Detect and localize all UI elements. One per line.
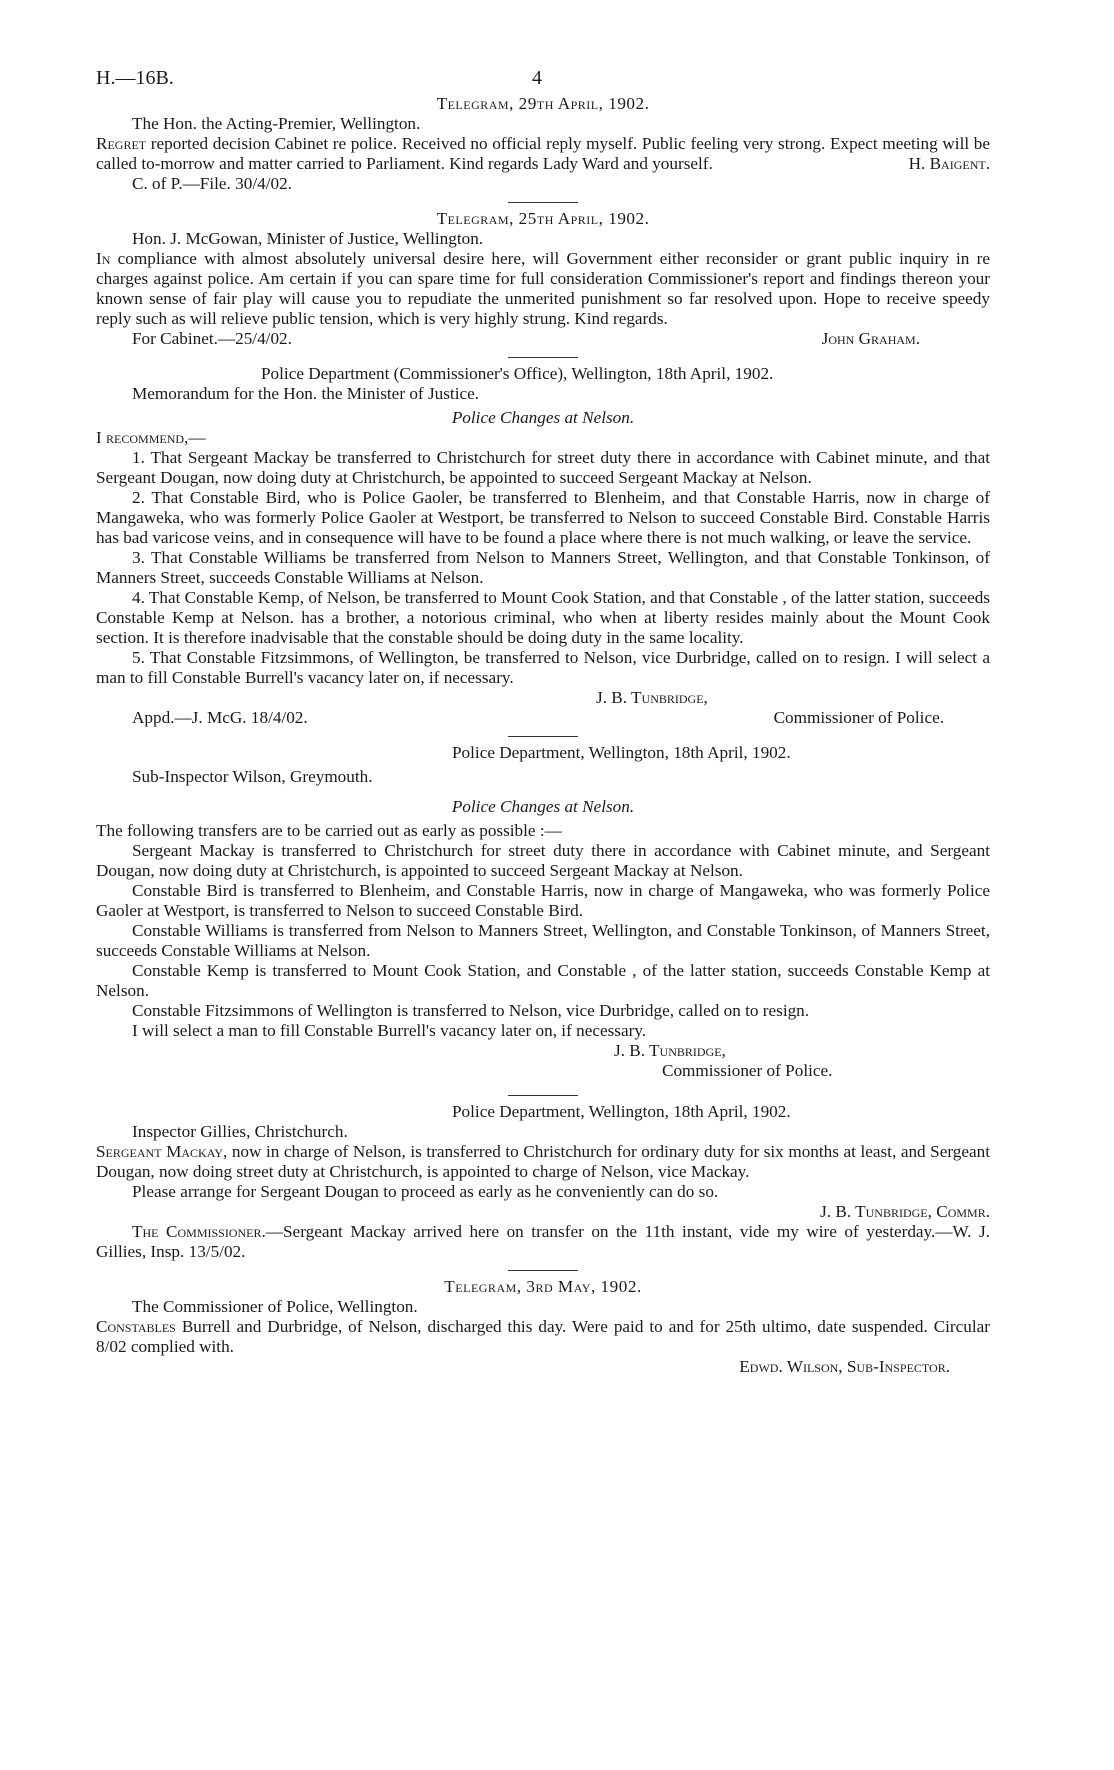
- addressee: The Commissioner of Police, Wellington.: [132, 1297, 418, 1316]
- memo-paragraph: Please arrange for Sergeant Dougan to proceed as early as he conveniently can do so.: [132, 1182, 719, 1201]
- memo-paragraph: Constable Kemp is transferred to Mount Cook Station, and Constable , of the latter station, succeeds Constable Kemp at Nelson.: [96, 961, 990, 1000]
- memo-paragraph: Constable Bird is transferred to Blenheim, and Constable Harris, now in charge of Mangaweka, who was formerly Police Gaoler at Westport, is transferred to Nelson to succeed Constable Bird.: [96, 881, 990, 920]
- memo-paragraph: Constable Williams is transferred from Nelson to Manners Street, Wellington, and Constable Tonkinson, of Manners Street, succeeds Constable Williams at Nelson.: [96, 921, 990, 960]
- signature: H. Baigent.: [908, 154, 990, 173]
- body-text: reported decision Cabinet re police. Received no official reply myself. Public feeling very strong. Expect meeting will be called to-morrow and matter carried to Parliament. Kind regards Lady Ward and yourself.: [96, 134, 991, 173]
- memorandum-2: [96, 743, 990, 1081]
- cabinet-note: For Cabinet.—25/4/02.: [132, 329, 292, 348]
- memo-item-3: 3. That Constable Williams be transferred from Nelson to Manners Street, Wellington, and that Constable Tonkinson, of Manners Street, succeeds Constable Williams at Nelson.: [96, 548, 990, 587]
- body-text: compliance with almost absolutely universal desire here, will Government either reconsider or grant public inquiry in re charges against police. Am certain if you can spare time for full consideration Commissioner's report and findings thereon your known sense of fair play will cause you to repudiate the unmerited punishment so far resolved upon. Hope to receive speedy reply such as will relieve public tension, which is very highly strung. Kind regards.: [96, 249, 990, 328]
- signature: J. B. Tunbridge,: [596, 688, 708, 707]
- telegram-heading: Telegram, 25th April, 1902.: [436, 209, 650, 228]
- memo-item-4: 4. That Constable Kemp, of Nelson, be transferred to Mount Cook Station, and that Constable , of the latter station, succeeds Constable Kemp at Nelson. has a brother, a notorious criminal, who when at liberty resides mainly about the Mount Cook section. It is therefore inadvisable that the constable should be doing duty in the same locality.: [96, 588, 990, 647]
- lead-word: Constables: [96, 1317, 176, 1336]
- telegram-2: [96, 209, 990, 349]
- telegram-body: [96, 1317, 990, 1357]
- memo-item-5: 5. That Constable Fitzsimmons, of Wellington, be transferred to Nelson, vice Durbridge, called on to resign. I will select a man to fill Constable Burrell's vacancy later on, if necessary.: [96, 648, 990, 687]
- lead-word: In: [96, 249, 111, 268]
- memo-paragraph: Constable Fitzsimmons of Wellington is transferred to Nelson, vice Durbridge, called on to resign.: [132, 1001, 810, 1020]
- page-number: 4: [532, 67, 542, 89]
- lead-word: Regret: [96, 134, 147, 153]
- file-reference: C. of P.—File. 30/4/02.: [132, 174, 292, 193]
- divider: [508, 1270, 578, 1271]
- telegram-heading: Telegram, 3rd May, 1902.: [444, 1277, 642, 1296]
- memo-paragraph: Sergeant Mackay is transferred to Christchurch for street duty there in accordance with Cabinet minute, and Sergeant Dougan, now doing duty at Christchurch, is appointed to succeed Sergeant Mackay at Nelson.: [96, 841, 990, 880]
- addressee: Sub-Inspector Wilson, Greymouth.: [132, 767, 373, 786]
- memo-paragraph: I will select a man to fill Constable Burrell's vacancy later on, if necessary.: [132, 1021, 647, 1040]
- signature: Edwd. Wilson, Sub-Inspector.: [739, 1357, 950, 1376]
- signature: J. B. Tunbridge,: [614, 1041, 726, 1060]
- body-text: —Sergeant Mackay arrived here on transfer on the 11th instant, vide my wire of yesterday.—W. J. Gillies, Insp. 13/5/02.: [96, 1222, 990, 1261]
- dateline: Police Department, Wellington, 18th April, 1902.: [452, 743, 791, 762]
- lead-word: Sergeant Mackay,: [96, 1142, 228, 1161]
- memo-intro: The following transfers are to be carried out as early as possible :—: [96, 821, 562, 840]
- memo-item-2: 2. That Constable Bird, who is Police Gaoler, be transferred to Blenheim, and that Constable Harris, now in charge of Mangaweka, who was formerly Police Gaoler at Westport, be transferred to Nelson to succeed Constable Bird. Constable Harris has bad varicose veins, and in consequence will have to be found a place where there is not much walking, or leave the service.: [96, 488, 990, 547]
- signatory-title: Commissioner of Police.: [662, 1061, 833, 1080]
- memorandum-1: [96, 364, 990, 728]
- dateline: Police Department, Wellington, 18th April, 1902.: [452, 1102, 791, 1121]
- divider: [508, 202, 578, 203]
- telegram-heading: Telegram, 29th April, 1902.: [436, 94, 650, 113]
- document-page: [96, 68, 990, 1377]
- addressee: The Hon. the Acting-Premier, Wellington.: [132, 114, 421, 133]
- dateline: Police Department (Commissioner's Office), Wellington, 18th April, 1902.: [261, 364, 774, 383]
- signatory-title: Commissioner of Police.: [773, 708, 944, 727]
- body-text: Burrell and Durbridge, of Nelson, discharged this day. Were paid to and for 25th ultimo, date suspended. Circular 8/02 complied with.: [96, 1317, 991, 1356]
- divider: [508, 1095, 578, 1096]
- body-text: now in charge of Nelson, is transferred to Christchurch for ordinary duty for six months at least, and Sergeant Dougan, now doing street duty at Christchurch, is appointed to charge of Nelson, vice Mackay.: [96, 1142, 991, 1181]
- memo-body: [96, 1142, 990, 1182]
- signature: John Graham.: [821, 329, 920, 348]
- signature: J. B. Tunbridge, Commr.: [820, 1202, 990, 1221]
- memo-title: Police Changes at Nelson.: [451, 797, 635, 816]
- memorandum-3: [96, 1102, 990, 1262]
- lead-word: The Commissioner.: [132, 1222, 266, 1241]
- addressee: Inspector Gillies, Christchurch.: [132, 1122, 348, 1141]
- divider: [508, 357, 578, 358]
- memo-intro: I recommend,—: [96, 428, 206, 447]
- minute-note: [96, 1222, 990, 1262]
- telegram-3: [96, 1277, 990, 1377]
- page-header: [96, 68, 990, 94]
- memo-title: Police Changes at Nelson.: [451, 408, 635, 427]
- report-code: H.—16B.: [96, 67, 174, 89]
- telegram-1: [96, 94, 990, 194]
- addressee: Memorandum for the Hon. the Minister of Justice.: [132, 384, 480, 403]
- addressee: Hon. J. McGowan, Minister of Justice, Wellington.: [132, 229, 484, 248]
- memo-item-1: 1. That Sergeant Mackay be transferred to Christchurch for street duty there in accordance with Cabinet minute, and that Sergeant Dougan, now doing duty at Christchurch, be appointed to succeed Sergeant Mackay at Nelson.: [96, 448, 990, 487]
- divider: [508, 736, 578, 737]
- approval-note: Appd.—J. McG. 18/4/02.: [132, 708, 308, 727]
- telegram-body: [96, 249, 990, 329]
